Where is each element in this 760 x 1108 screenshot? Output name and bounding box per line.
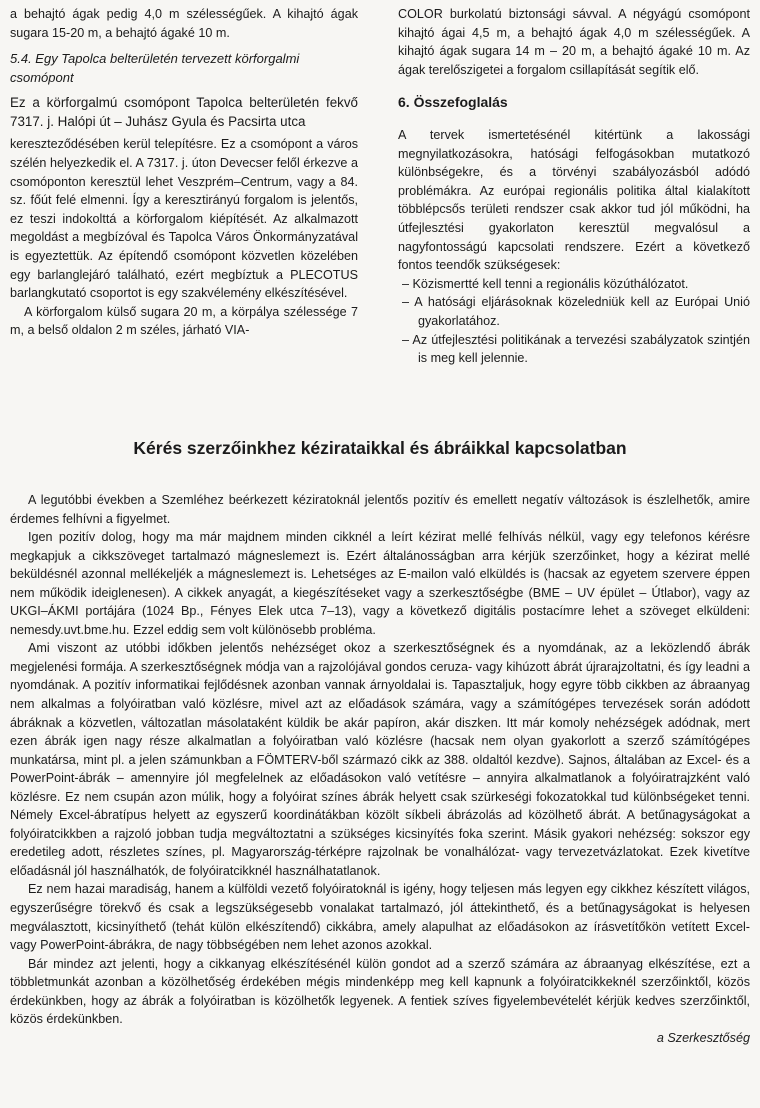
right-paragraph-1: COLOR burkolatú biztonsági sávval. A négyágú csomópont kihajtó ágai 4,5 m, a behajtó ágak 4,0 m szélességűek. A kihajtó ágak sugara 14 m – 20 m, a behajtó ágaké 10 m. Az ágak terelőszigetei a forgalom csillapítását segítik elő. [398, 7, 750, 77]
left-paragraph-1: kereszteződésében kerül telepítésre. Ez a csomópont a város szélén helyezkedik el. A 7317. j. úton Devecser felől érkezve a csomóponton keresztül lehet Veszprém–Centrum, vagy a 84. sz. főút felé elmenni. Így a keresztirányú forgalom is jelentős, ez teszi indokolttá a körforgalom kiépítését. Az alkalmazott megoldást a megbízóval és Tapolca Város Önkormányzatával is egyeztettük. Az építendő csomópont közvetlen közelében egy barlanglejáró található, ezért megbíztuk a PLECOTUS barlangkutató csoportot is egy szakvélemény elkészítésével. [10, 137, 358, 301]
list-item: – A hatósági eljárásoknak közeledniük kell az Európai Unió gyakorlatához. [398, 293, 750, 330]
article-paragraph: A legutóbbi években a Szemléhez beérkezett kéziratoknál jelentős pozitív és emellett negatív változások is észlelhetők, amire érdemes felhívni a figyelmet. [10, 493, 750, 526]
article-paragraph: Ez nem hazai maradiság, hanem a külföldi vezető folyóiratoknál is igény, hogy teljesen más legyen egy cikkhez készített világos, egyszerűségre törekvő és csak a legszükségesebb vonalakat tartalmazó, jól áttekinthető, és a betűnagyságokat is helyesen megválasztott, kicsinyíthető (tehát külön elkészítendő) cikkábra, amely alapulhat az előadásokon az írásvetítőkön vetített Excel- vagy PowerPoint-ábrákra, de nagy többségében nem lehet azonos azokkal. [10, 882, 750, 953]
article-body [10, 491, 750, 1047]
article-paragraph: Ami viszont az utóbbi időkben jelentős nehézséget okoz a szerkesztőségnek és a nyomdának, az a leközlendő ábrák megjelenési formája. A szerkesztőségnek módja van a rajzolójával gondos ceruza- vagy kihúzott ábrát újrarajzoltatni, és így leadni a nyomdának. A pozitív informatikai fejlődésnek azonban vannak árnyoldalai is. Tapasztaljuk, hogy egyre több cikkben az ábraanyag nem alkalmas a folyóiratban való közlésre, mivel azt az előadások számára, vagy a számítógépes tervezések során adódott ábráknak a közvetlen, változatlan másolataként küldik be akár papíron, akár diszken. Itt már komoly nehézségek adódnak, mert ezen ábrák igen nagy része alkalmatlan a folyóiratban való közlésre (hacsak nem olyan gyakorlott a szerző számítógépes munkatársa, mint pl. a jelen számunkban a FÖMTERV-ből származó cikk az 388. oldaltól kezdve). Sajnos, általában az Excel- és a PowerPoint-ábrák – amennyire jól megfelelnek az előadásokon való vetítésre – annyira alkalmatlanok a folyóiratrajzként való közlésre. Ez nem csupán azon múlik, hogy a folyóirat színes ábrák helyett csak szürkeségi fokozatokkal tud különbségeket tenni. Némely Excel-ábratípus helyett az egyszerű koordinátákban közölt síkbeli ábrázolás ad közölhető ábrát. A betűnagyságokat a folyóiratcikkben a rajzoló jobban tudja megváltoztatni a szükséges kicsinyítés foka szerint. Másik gyakori nehézség: sokszor egy eredetileg adott, részletes színes, pl. Magyarország-térképre rajzolnak be vonalhálózat- vagy tervezetvázlatokat. Ezek kivetítve előadásnál jól használhatók, de folyóiratcikknél használhatatlanok. [10, 641, 750, 878]
article-title: Kérés szerzőinkhez kézirataikkal és ábráikkal kapcsolatban [133, 438, 627, 458]
list-item: – Az útfejlesztési politikának a tervezési szabályzatok szintjén is meg kell jelennie. [398, 331, 750, 368]
list-item: – Közismertté kell tenni a regionális közúthálózatot. [398, 275, 750, 294]
lead-paragraph: Ez a körforgalmú csomópont Tapolca belterületén fekvő 7317. j. Halópi út – Juhász Gyula és Pacsirta utca [10, 95, 358, 130]
left-column [10, 5, 358, 340]
subsection-heading: 5.4. Egy Tapolca belterületén tervezett körforgalmi csomópont [10, 51, 300, 85]
article-paragraph: Bár mindez azt jelenti, hogy a cikkanyag elkészítésénél külön gondot ad a szerző számára az ábraanyag elkészítése, ezt a többletmunkát azonban a közölhetőség érdekében mégis mindenképp meg kell kapnunk a folyóiratcikkeknél szerzőinktől, közös érdekünkben, hogy az ábrák a folyóiratban is közölhetők legyenek. A fentiek szíves figyelembevételét kérjük kedves szerzőinktől, közös érdekünkben. [10, 956, 750, 1027]
right-column [398, 5, 750, 368]
left-paragraph-2: A körforgalom külső sugara 20 m, a körpálya szélessége 7 m, a belső oldalon 2 m széles, járható VIA- [10, 304, 358, 338]
section-title: 6. Összefoglalás [398, 94, 508, 111]
article-paragraph: Igen pozitív dolog, hogy ma már majdnem minden cikknél a leírt kézirat mellé felhívás nélkül, vagy egy telefonos kérésre megkapjuk a cikkszöveget tartalmazó mágneslemezt is. Ezért általánosságban arra kérjük szerzőinket, hogy a kézirat mellé beküldésnél azonnal mellékeljék a mágneslemezt is. Lehetséges az E-mailon való elküldés is (hacsak az egyetem szervere éppen nem működik ideiglenesen). A cikkek anyagát, a kiegészítéseket vagy a szerkesztőségbe (BME – UV épület – Útlabor), vagy az UKGI–ÁKMI portájára (1024 Bp., Fényes Elek utca 7–13), vagy a következő digitális postacímre lehet a szöveget elküldeni: nemesdy.uvt.bme.hu. Ezzel eddig sem volt különösebb probléma. [10, 530, 750, 637]
signature: a Szerkesztőség [656, 1030, 750, 1045]
right-paragraph-2: A tervek ismertetésénél kitértünk a lakossági megnyilatkozásokra, hatósági felfogásokban mutatkozó különbségekre, és a törvényi szabályozásból adódó problémákra. Az európai regionális politika által kialakított többlépcsős területi rendszer csak akkor tud jól működni, ha útfejlesztési gyakorlaton keresztül megvalósul a nagyfontosságú kapcsolati rendszere. Ezért a következő fontos teendők szükségesek: [398, 127, 750, 273]
left-intro-paragraph: a behajtó ágak pedig 4,0 m szélességűek. A kihajtó ágak sugara 15-20 m, a behajtó ágaké 10 m. [10, 7, 358, 40]
todo-list [398, 275, 750, 368]
